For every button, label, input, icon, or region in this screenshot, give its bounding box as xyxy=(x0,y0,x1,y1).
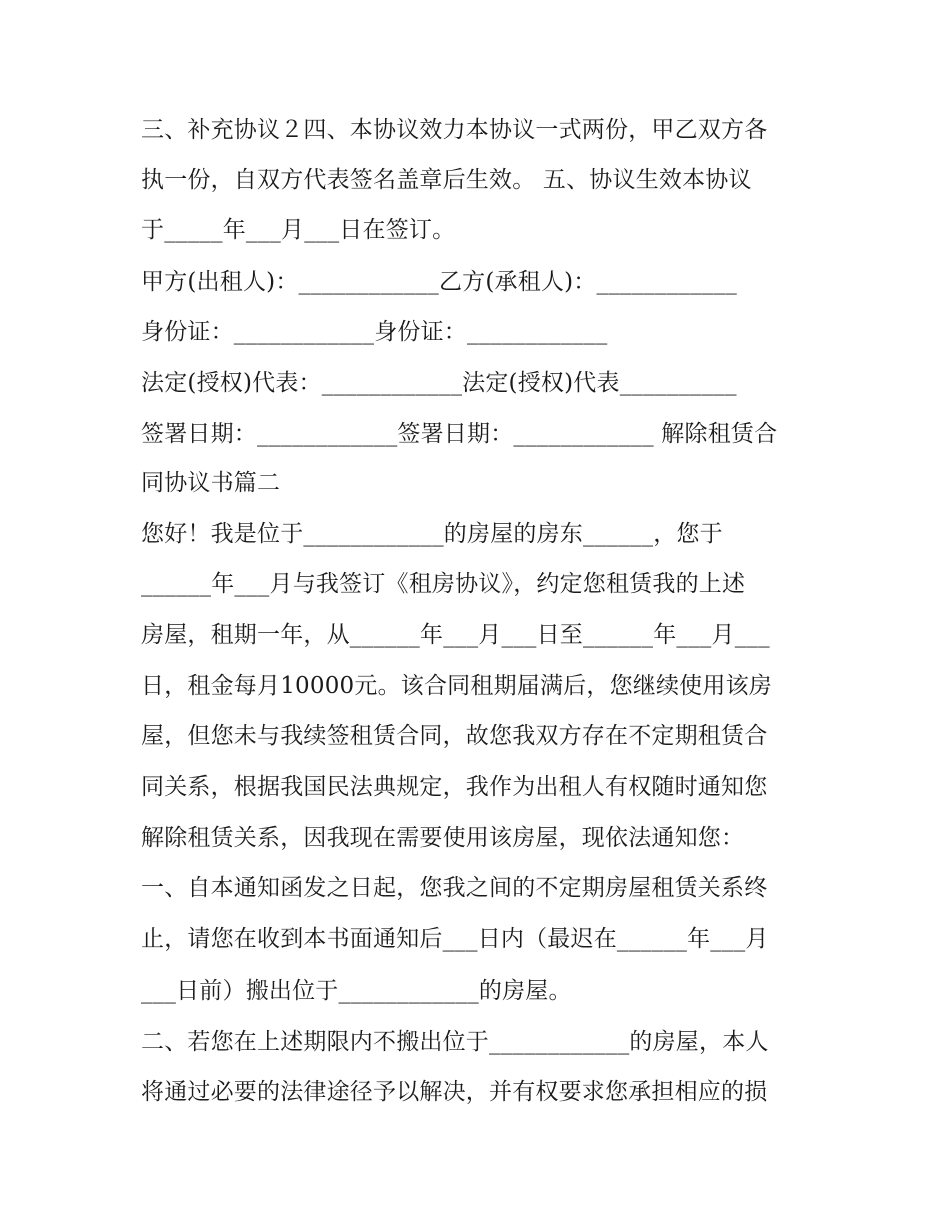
text-line: 身份证：____________身份证：____________ xyxy=(141,319,608,345)
text-line: 执一份，自双方代表签名盖章后生效。 五、协议生效本协议 xyxy=(141,167,752,193)
text-line: 于_____年___月___日在签订。 xyxy=(141,217,456,243)
text-line: 一、自本通知函发之日起，您我之间的不定期房屋租赁关系终 xyxy=(141,875,768,901)
text-line: 三、补充协议２四、本协议效力本协议一式两份，甲乙双方各 xyxy=(141,117,768,143)
text-line: 同关系，根据我国民法典规定，我作为出租人有权随时通知您 xyxy=(141,774,768,800)
text-line: 日，租金每月10000元。该合同租期届满后，您继续使用该房 xyxy=(141,673,772,699)
text-line: 二、若您在上述期限内不搬出位于____________的房屋，本人 xyxy=(141,1029,769,1055)
text-line: 签署日期：____________签署日期：____________ 解除租赁合 xyxy=(141,421,778,447)
text-line: 您好！我是位于____________的房屋的房东______，您于 xyxy=(141,521,723,547)
text-line: ______年___月与我签订《租房协议》，约定您租赁我的上述 xyxy=(141,571,746,597)
text-line: 房屋，租期一年，从______年___月___日至______年___月___ xyxy=(141,622,770,648)
text-line: 法定(授权)代表：____________法定(授权)代表__________ xyxy=(141,370,737,396)
text-line: ___日前）搬出位于____________的房屋。 xyxy=(141,978,572,1004)
text-line: 同协议书篇二 xyxy=(141,470,281,496)
text-line: 将通过必要的法律途径予以解决，并有权要求您承担相应的损 xyxy=(141,1079,768,1105)
text-line: 止，请您在收到本书面通知后___日内（最迟在______年___月 xyxy=(141,926,769,952)
text-line: 甲方(出租人)：____________乙方(承租人)：____________ xyxy=(141,269,737,295)
text-line: 屋，但您未与我续签租赁合同，故您我双方存在不定期租赁合 xyxy=(141,723,768,749)
text-line: 解除租赁关系，因我现在需要使用该房屋，现依法通知您： xyxy=(141,825,745,851)
